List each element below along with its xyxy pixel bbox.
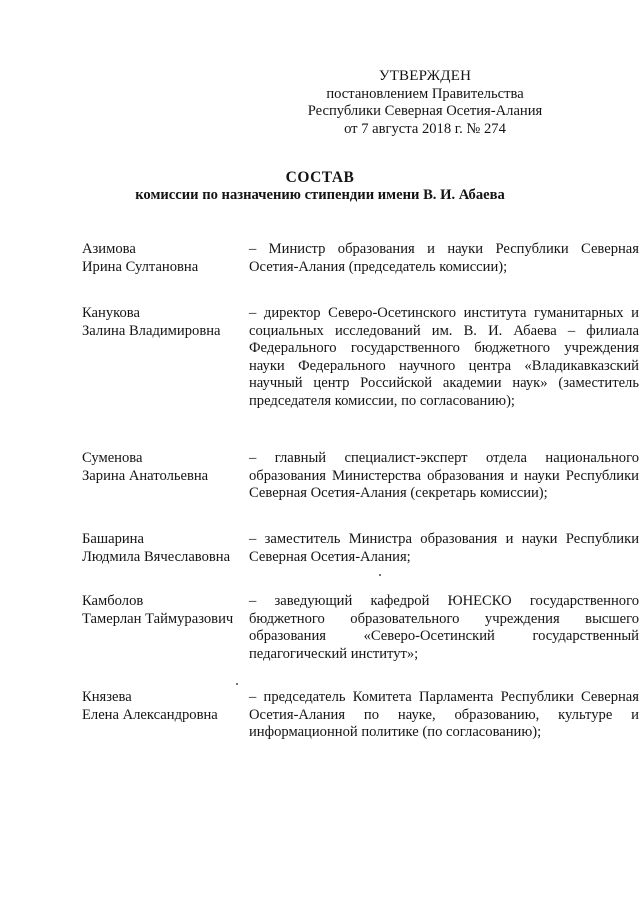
scan-speck	[379, 574, 381, 576]
member-surname: Канукова	[82, 305, 140, 321]
member-surname: Князева	[82, 689, 132, 705]
member-surname: Башарина	[82, 531, 144, 547]
member-name	[82, 450, 252, 485]
member-name	[82, 593, 252, 628]
member-role: – заведующий кафедрой ЮНЕСКО государственного бюджетного образовательного учреждения высшего образования «Северо-Осетинский государственный педагогический институт»;	[249, 593, 639, 662]
approval-line-2: Республики Северная Осетия-Алания	[307, 103, 543, 119]
member-given-names: Залина Владимировна	[82, 322, 221, 339]
member-surname: Камболов	[82, 593, 144, 609]
member-name	[82, 689, 252, 724]
member-role: – главный специалист-эксперт отдела национального образования Министерства образования и науки Республики Северная Осетия-Алания (секретарь комиссии);	[249, 450, 639, 501]
member-role: – председатель Комитета Парламента Республики Северная Осетия-Алания по науке, образованию, культуре и информационной политике (по согласованию);	[249, 689, 639, 740]
member-entry	[82, 305, 639, 425]
approval-line-3: от 7 августа 2018 г. № 274	[344, 120, 506, 137]
document-subtitle: комиссии по назначению стипендии имени В. И. Абаева	[135, 187, 505, 203]
member-role: – директор Северо-Осетинского института гуманитарных и социальных исследований им. В. И. Абаева – филиала Федерального государственного бюджетного учреждения науки Федерального научного центра «Владикавказский научный центр Российской академии наук» (заместитель председателя комиссии, по согласованию);	[249, 305, 639, 409]
document-title: СОСТАВ	[285, 169, 355, 186]
member-surname: Суменова	[82, 450, 143, 466]
member-name	[82, 305, 252, 340]
member-role: – Министр образования и науки Республики Северная Осетия-Алания (председатель комиссии);	[249, 241, 639, 275]
approval-line-1: постановлением Правительства	[326, 85, 524, 102]
member-given-names: Елена Александровна	[82, 706, 218, 723]
member-name	[82, 241, 252, 276]
member-name	[82, 531, 252, 566]
member-role: – заместитель Министра образования и науки Республики Северная Осетия-Алания;	[249, 531, 639, 565]
member-surname: Азимова	[82, 241, 136, 257]
member-given-names: Ирина Султановна	[82, 258, 199, 275]
approval-stamp	[300, 68, 550, 138]
member-entry	[82, 689, 639, 809]
scan-speck	[236, 683, 238, 685]
member-given-names: Людмила Вячеславовна	[82, 548, 231, 565]
member-given-names: Тамерлан Таймуразович	[82, 610, 234, 627]
member-given-names: Зарина Анатольевна	[82, 467, 209, 484]
approval-heading: УТВЕРЖДЕН	[378, 68, 472, 84]
